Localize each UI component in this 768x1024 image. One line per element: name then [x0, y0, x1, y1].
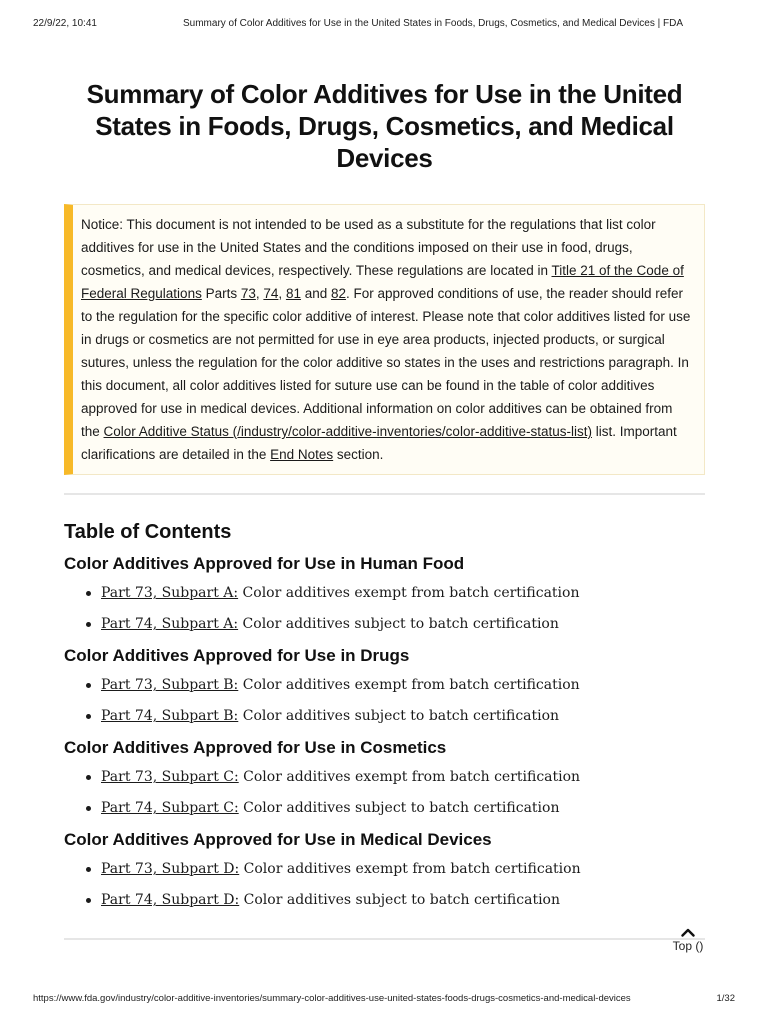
toc-item-text: Color additives subject to batch certification	[238, 708, 560, 724]
part-73-link[interactable]: 73	[240, 286, 256, 301]
toc-heading: Table of Contents	[64, 521, 232, 543]
part-74-link[interactable]: 74	[263, 286, 279, 301]
bottom-divider	[64, 938, 705, 940]
toc-link[interactable]: Part 74, Subpart A:	[101, 616, 239, 632]
toc-item-text: Color additives subject to batch certification	[238, 800, 560, 816]
toc-link[interactable]: Part 74, Subpart C:	[101, 800, 239, 816]
toc-item	[86, 798, 705, 818]
print-datetime: 22/9/22, 10:41	[33, 18, 97, 29]
back-to-top-label: Top ()	[672, 939, 704, 953]
cfr-link[interactable]: Title 21 of the Code of Federal Regulations	[81, 263, 684, 301]
toc-section-medical-devices: Color Additives Approved for Use in Medical Devices	[64, 830, 492, 849]
toc-link[interactable]: Part 73, Subpart A:	[101, 585, 239, 601]
toc-section-cosmetics: Color Additives Approved for Use in Cosmetics	[64, 738, 447, 757]
toc-item-text: Color additives exempt from batch certification	[238, 769, 581, 785]
toc-list-human-food	[64, 583, 705, 634]
chevron-up-icon	[681, 928, 695, 937]
toc-list-drugs	[64, 675, 705, 726]
toc-item	[86, 614, 705, 634]
color-additive-status-link[interactable]: Color Additive Status (/industry/color-additive-inventories/color-additive-status-list)	[103, 424, 592, 439]
toc-list-cosmetics	[64, 767, 705, 818]
toc-item-text: Color additives subject to batch certification	[238, 616, 559, 632]
notice-text: section.	[333, 447, 384, 462]
notice-text: ,	[255, 286, 264, 301]
toc-item-text: Color additives exempt from batch certification	[239, 861, 581, 877]
toc-link[interactable]: Part 73, Subpart C:	[101, 769, 239, 785]
toc-section-drugs: Color Additives Approved for Use in Drugs	[64, 646, 410, 665]
toc-item	[86, 706, 705, 726]
notice-text: . For approved conditions of use, the reader should refer to the regulation for the specific color additive of interest. Please note that color additives listed for use in drugs or cosmetics are not permitted for use in eye area products, injected products, or surgical sutures, unless the regulation for the color additive so states in the uses and restrictions paragraph. In this document, all color additives listed for suture use can be found in the table of color additives approved for use in medical devices. Additional information on color additives can be obtained from the	[81, 286, 691, 439]
notice-text: list. Important clarifications are detailed in the	[81, 424, 677, 462]
page-title: Summary of Color Additives for Use in the United States in Foods, Drugs, Cosmetics, and Medical Devices	[86, 79, 683, 173]
notice-box	[64, 204, 705, 475]
toc-item	[86, 583, 705, 603]
print-url: https://www.fda.gov/industry/color-additive-inventories/summary-color-additives-use-united-states-foods-drugs-cosmetics-and-medical-devices	[33, 993, 631, 1004]
toc-link[interactable]: Part 73, Subpart B:	[101, 677, 239, 693]
page-number: 1/32	[716, 993, 735, 1004]
toc-list-medical-devices	[64, 859, 705, 910]
toc-item	[86, 675, 705, 695]
toc-item-text: Color additives exempt from batch certification	[238, 677, 580, 693]
toc-item	[86, 767, 705, 787]
section-divider	[64, 493, 705, 495]
print-title: Summary of Color Additives for Use in the United States in Foods, Drugs, Cosmetics, and Medical Devices | FDA	[183, 18, 684, 29]
toc-link[interactable]: Part 73, Subpart D:	[101, 861, 240, 877]
main-content	[64, 78, 705, 921]
notice-text: Parts	[201, 286, 241, 301]
toc-section-human-food: Color Additives Approved for Use in Human Food	[64, 554, 465, 573]
part-81-link[interactable]: 81	[285, 286, 301, 301]
toc-item-text: Color additives exempt from batch certification	[238, 585, 580, 601]
toc-item	[86, 859, 705, 879]
toc-item-text: Color additives subject to batch certification	[239, 892, 560, 908]
end-notes-link[interactable]: End Notes	[270, 447, 334, 462]
part-82-link[interactable]: 82	[331, 286, 347, 301]
notice-text: Notice: This document is not intended to be used as a substitute for the regulations that list color additives for use in the United States and the conditions imposed on their use in food, drugs, cosmetics, and medical devices, respectively. These regulations are located in	[81, 217, 656, 278]
back-to-top-button[interactable]	[666, 928, 710, 953]
notice-text: ,	[278, 286, 286, 301]
toc-link[interactable]: Part 74, Subpart D:	[101, 892, 240, 908]
toc-item	[86, 890, 705, 910]
toc-link[interactable]: Part 74, Subpart B:	[101, 708, 239, 724]
notice-text: and	[300, 286, 331, 301]
